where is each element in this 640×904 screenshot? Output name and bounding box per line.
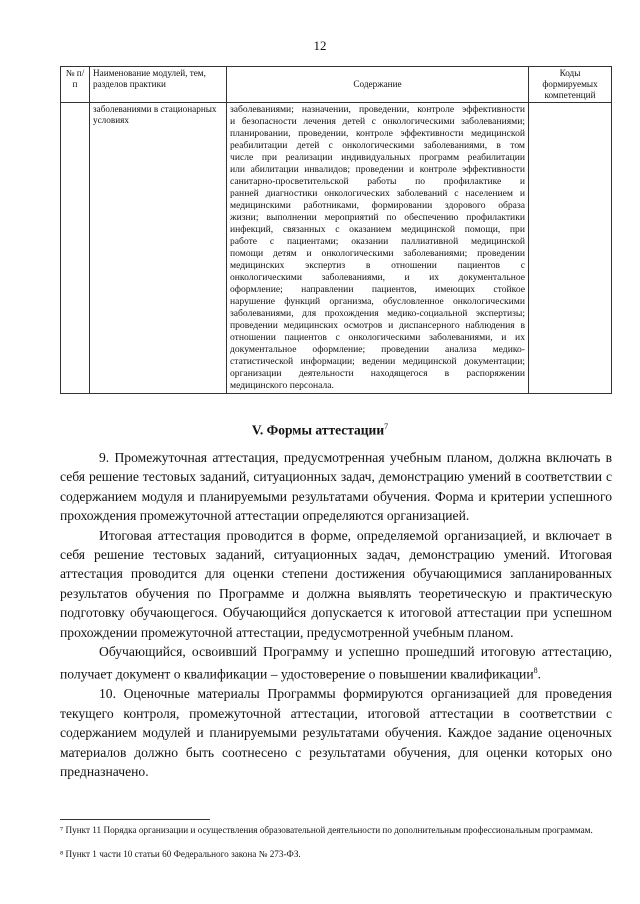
paragraph: 10. Оценочные материалы Программы формируются организацией для проведения текущего контроля, промежуточной аттестации, итоговой аттестации в соответствии с содержанием модулей и планируемыми результатами обучения. Каждое задание оценочных материалов должно быть соотнесено с результатами обучения, для оценки которых оно предназначено. <box>60 686 612 780</box>
content-line: инфекций, связанных с оказанием медицинской помощи, при <box>230 224 525 235</box>
content-line: работе с пациентами; оказании паллиативной медицинской <box>230 236 525 247</box>
content-line: онкологическими заболеваниями, и их документальное <box>230 272 525 283</box>
section-heading <box>0 422 640 439</box>
content-line: медицинских экспертиз в отношении пациентов с <box>230 260 525 271</box>
content-line: статистической информации; ведении медицинской документации; <box>230 356 525 367</box>
footnote-mark-8: 8 <box>533 666 538 676</box>
content-line: заболеваниями; назначении, проведении, контроле эффективности <box>230 104 525 115</box>
content-line: планировании, проведении, контроле эффективности медицинской <box>230 128 525 139</box>
header-content: Содержание <box>227 67 529 103</box>
content-line: нарушение функций организма, обусловленное онкологическими <box>230 296 525 307</box>
cell-num <box>61 103 90 394</box>
paragraph: Итоговая аттестация проводится в форме, определяемой организацией, и включает в себя решение тестовых заданий, ситуационных задач, демонстрацию умений. Итоговая аттестация проводится для оценки степени достижения обучающимися запланированных результатов обучения по Программе и должна выявлять теоретическую и практическую подготовку обучающегося. Обучающийся допускается к итоговой аттестации при успешном прохождении промежуточной аттестации, предусмотренной учебным планом. <box>60 527 612 640</box>
content-line: ранней диагностики онкологических заболеваний с населением и <box>230 188 525 199</box>
paragraph: Обучающийся, освоивший Программу и успешно прошедший итоговую аттестацию, получает документ о квалификации – удостоверение о повышении квалификации$^8$. <box>60 644 612 682</box>
content-line: помощи детям и онкологическими заболеваниями; проведении <box>230 248 525 259</box>
content-line: оформление; направлении пациентов, имеющих стойкое <box>230 284 525 295</box>
paragraph: 9. Промежуточная аттестация, предусмотренная учебным планом, должна включать в себя решение тестовых заданий, ситуационных задач, демонстрацию умений в соответствии с содержанием модуля и планируемыми результатами обучения. Форма и критерии успешного прохождения промежуточной аттестации определяются организацией. <box>60 450 612 524</box>
content-line: санитарно-просветительской работы по профилактике и <box>230 176 525 187</box>
page-number: 12 <box>313 38 327 53</box>
content-line: жизни; выполнении мероприятий по обеспечению профилактики <box>230 212 525 223</box>
content-line: документальное оформление; проведении анализа медико- <box>230 344 525 355</box>
header-codes: Коды формируемых компетенций <box>529 67 612 103</box>
table-header-row <box>61 67 612 103</box>
cell-codes <box>529 103 612 394</box>
body-text <box>60 448 612 781</box>
content-line: числе при реализации индивидуальных программ реабилитации <box>230 152 525 163</box>
header-name: Наименование модулей, тем, разделов практики <box>90 67 227 103</box>
content-line: и безопасности лечения детей с онкологическими заболеваниями; <box>230 116 525 127</box>
header-num: № п/п <box>61 67 90 103</box>
footnote-8: ⁸ Пункт 1 части 10 статьи 60 Федерального закона № 273-ФЗ. <box>60 849 301 859</box>
table-row <box>61 103 612 394</box>
content-line: проведении медицинских осмотров и диспансерного наблюдения в <box>230 320 525 331</box>
content-line: медицинскими работниками, формировании здорового образа <box>230 200 525 211</box>
content-line: отношении пациентов с онкологическими заболеваниями, и их <box>230 332 525 343</box>
content-line: заболеваниями, для прохождения медико-социальной экспертизы; <box>230 308 525 319</box>
content-line: реабилитации детей с онкологическими заболеваниями, в том <box>230 140 525 151</box>
section-title: V. Формы аттестации <box>251 422 385 438</box>
content-line: или абилитации инвалидов; проведении и контроле эффективности <box>230 164 525 175</box>
content-line: медицинского персонала. <box>230 380 334 391</box>
content-line: организации деятельности находящегося в распоряжении <box>230 368 525 379</box>
cell-content <box>227 103 529 394</box>
footnote-7: ⁷ Пункт 11 Порядка организации и осуществления образовательной деятельности по дополнительным профессиональным программам. <box>60 825 593 835</box>
footnote-mark-7: 7 <box>384 422 389 431</box>
footnote-separator <box>60 819 210 820</box>
cell-name: заболеваниями в стационарных условиях <box>90 103 227 394</box>
program-table <box>60 66 612 394</box>
